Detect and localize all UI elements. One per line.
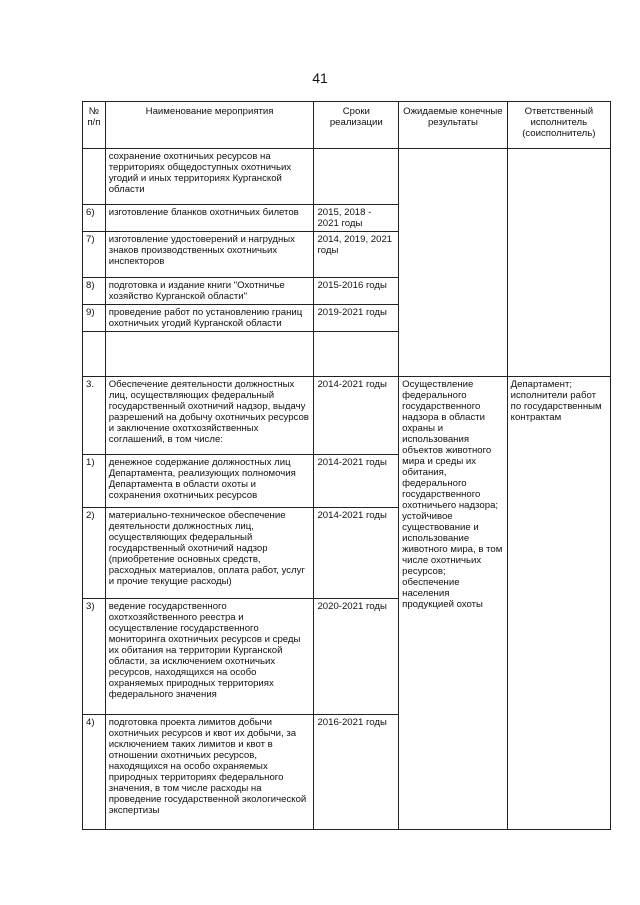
row-name: изготовление удостоверений и нагрудных знаков производственных охотничьих инспекторов bbox=[105, 232, 314, 278]
measures-table bbox=[82, 101, 611, 830]
table-row bbox=[83, 377, 611, 455]
row-num: 3. bbox=[83, 377, 106, 455]
row-num: 3) bbox=[83, 599, 106, 715]
row-name: подготовка и издание книги "Охотничье хозяйство Курганской области" bbox=[105, 278, 314, 305]
spacer-cell bbox=[105, 332, 314, 377]
row-name: сохранение охотничьих ресурсов на территориях общедоступных охотничьих угодий и иных территориях Курганской области bbox=[105, 149, 314, 205]
row-term: 2016-2021 годы bbox=[314, 715, 399, 830]
row-name: Обеспечение деятельности должностных лиц, осуществляющих федеральный государственный охотничий надзор, выдачу разрешений на добычу охотничьих ресурсов и заключение охотхозяйственных соглашений, в том числе: bbox=[105, 377, 314, 455]
table-header-row bbox=[83, 102, 611, 149]
header-term: Сроки реализации bbox=[314, 102, 399, 149]
section3-result: Осуществление федерального государственного надзора в области охраны и использования объектов животного мира и среды их обитания, федерального государственного охотничьего надзора; устойчивое существование и использование животного мира, в том числе охотничьих ресурсов; обеспечение населения продукцией охоты bbox=[399, 377, 507, 830]
header-responsible: Ответственный исполнитель (соисполнитель) bbox=[507, 102, 610, 149]
row-term: 2020-2021 годы bbox=[314, 599, 399, 715]
row-num: 8) bbox=[83, 278, 106, 305]
row-num bbox=[83, 149, 106, 205]
section3-responsible: Департамент; исполнители работ по государственным контрактам bbox=[507, 377, 610, 830]
row-name: денежное содержание должностных лиц Департамента, реализующих полномочия Департамента в области охоты и сохранения охотничьих ресурсов bbox=[105, 455, 314, 508]
row-term: 2015-2016 годы bbox=[314, 278, 399, 305]
row-name: материально-техническое обеспечение деятельности должностных лиц, осуществляющих федеральный государственный охотничий надзор (приобретение основных средств, расходных материалов, оплата работ, услуг и прочие текущие расходы) bbox=[105, 508, 314, 599]
row-name: изготовление бланков охотничьих билетов bbox=[105, 205, 314, 232]
table-row bbox=[83, 149, 611, 205]
row-term: 2014-2021 годы bbox=[314, 377, 399, 455]
row-name: проведение работ по установлению границ охотничьих угодий Курганской области bbox=[105, 305, 314, 332]
row-responsible-empty bbox=[507, 149, 610, 377]
spacer-cell bbox=[314, 332, 399, 377]
row-term: 2014-2021 годы bbox=[314, 508, 399, 599]
spacer-cell bbox=[83, 332, 106, 377]
row-num: 1) bbox=[83, 455, 106, 508]
header-name: Наименование мероприятия bbox=[105, 102, 314, 149]
row-result-empty bbox=[399, 149, 507, 377]
header-num: № п/п bbox=[83, 102, 106, 149]
row-term: 2015, 2018 - 2021 годы bbox=[314, 205, 399, 232]
row-num: 4) bbox=[83, 715, 106, 830]
row-num: 9) bbox=[83, 305, 106, 332]
header-result: Ожидаемые конечные результаты bbox=[399, 102, 507, 149]
row-name: подготовка проекта лимитов добычи охотничьих ресурсов и квот их добычи, за исключением таких лимитов и квот в отношении охотничьих ресурсов, находящихся на особо охраняемых природных территориях федерального значения, в том числе расходы на проведение государственной экологической экспертизы bbox=[105, 715, 314, 830]
row-term: 2019-2021 годы bbox=[314, 305, 399, 332]
row-name: ведение государственного охотхозяйственного реестра и осуществление государственного мониторинга охотничьих ресурсов и среды их обитания на территории Курганской области, за исключением охотничьих ресурсов, находящихся на особо охраняемых природных территориях федерального значения bbox=[105, 599, 314, 715]
page-number: 41 bbox=[312, 70, 328, 86]
row-num: 6) bbox=[83, 205, 106, 232]
row-num: 7) bbox=[83, 232, 106, 278]
row-term bbox=[314, 149, 399, 205]
row-num: 2) bbox=[83, 508, 106, 599]
row-term: 2014-2021 годы bbox=[314, 455, 399, 508]
row-term: 2014, 2019, 2021 годы bbox=[314, 232, 399, 278]
